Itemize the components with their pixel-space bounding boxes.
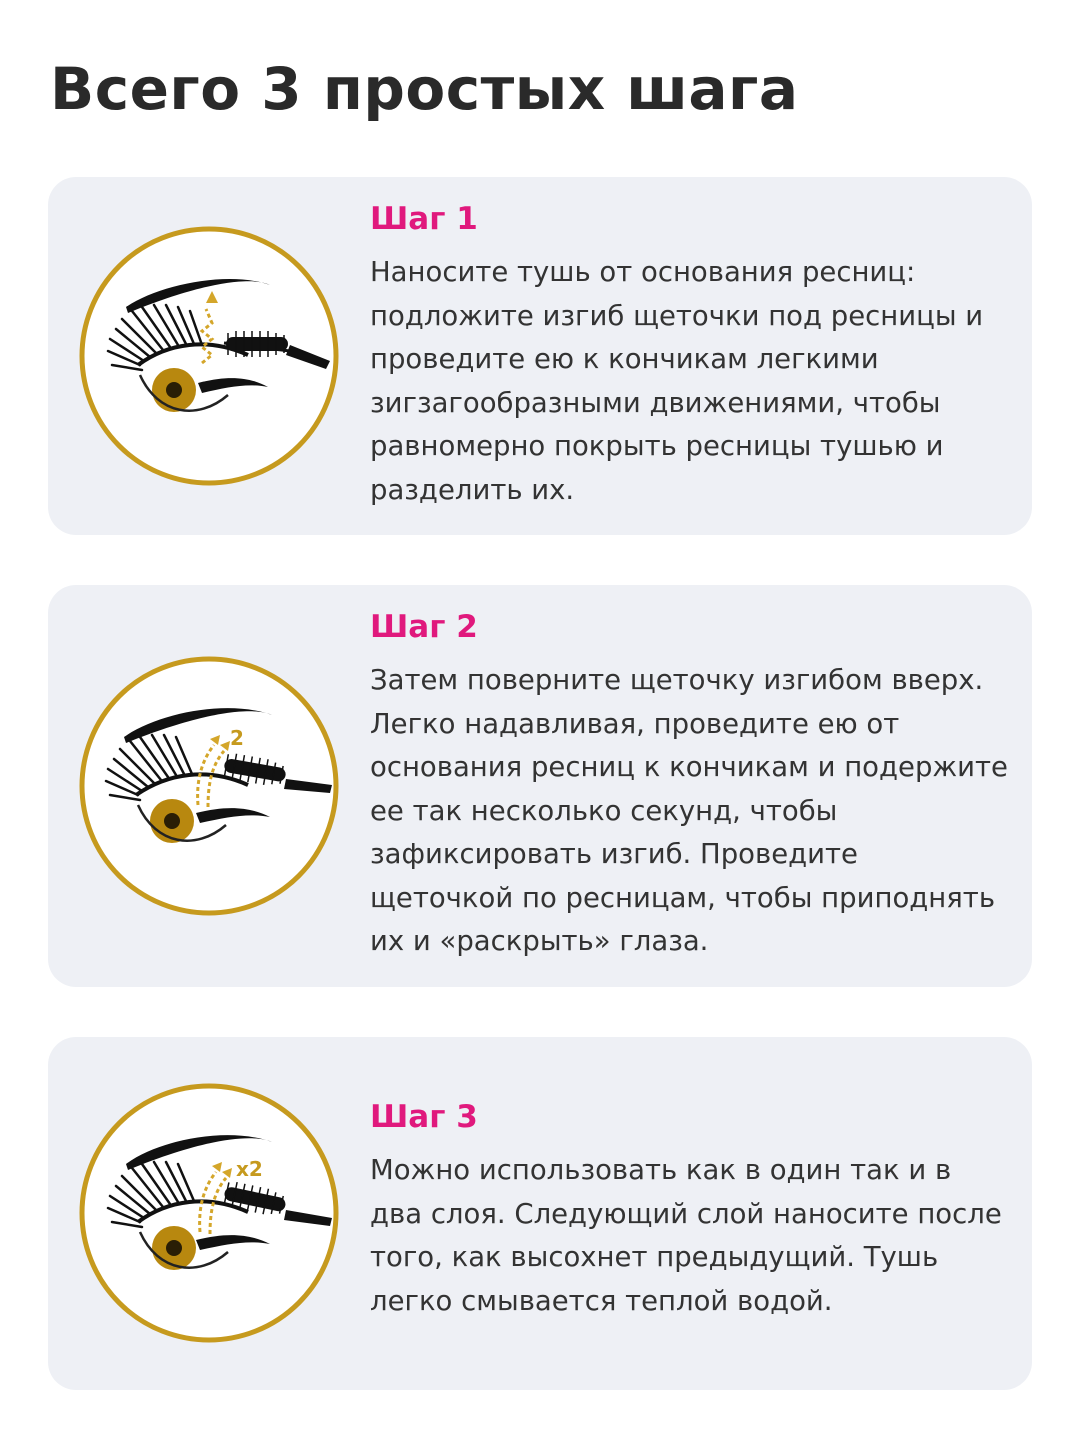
step-description: Затем поверните щеточку изгибом вверх. Легко надавливая, проведите ею от основания ресниц к кончикам и подержите ее так несколько секунд, чтобы зафиксировать изгиб. Проведите щеточкой по ресницам, чтобы приподнять их и «раскрыть» глаза. — [370, 664, 1008, 957]
step-description: Наносите тушь от основания ресниц: подложите изгиб щеточки под ресницы и проведите ею к кончикам легкими зигзагообразными движениями, чтобы равномерно покрыть ресницы тушью и разделить их. — [370, 256, 984, 506]
step-badge: 2 — [230, 726, 244, 750]
step-card-1 — [48, 177, 1032, 535]
step-card-2 — [48, 585, 1032, 987]
eye-mascara-zigzag-icon — [78, 225, 340, 487]
step-badge: x2 — [236, 1157, 263, 1181]
eye-mascara-curl-icon — [78, 655, 340, 917]
step-title: Шаг 2 — [370, 609, 478, 645]
step-title: Шаг 1 — [370, 201, 478, 237]
eye-mascara-two-coats-icon — [78, 1082, 340, 1344]
step-card-3 — [48, 1037, 1032, 1390]
page-title: Всего 3 простых шага — [50, 55, 799, 123]
step-title: Шаг 3 — [370, 1099, 478, 1135]
step-description: Можно использовать как в один так и в два слоя. Следующий слой наносите после того, как высохнет предыдущий. Тушь легко смывается теплой водой. — [370, 1154, 1002, 1317]
